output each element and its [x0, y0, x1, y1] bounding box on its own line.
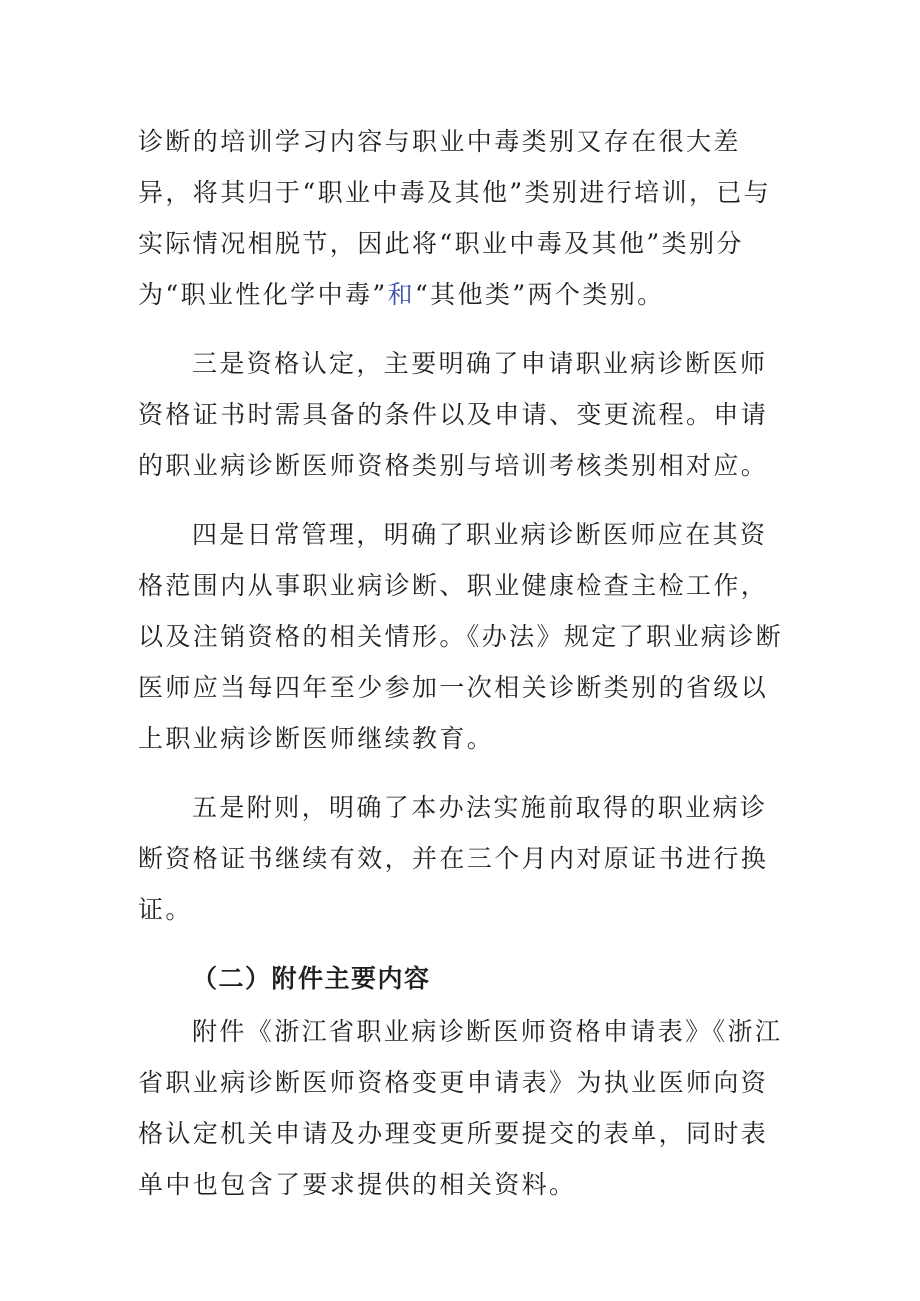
paragraph-daily-management: 四是日常管理，明确了职业病诊断医师应在其资格范围内从事职业病诊断、职业健康检查主检工作，以及注销资格的相关情形。《办法》规定了职业病诊断医师应当每四年至少参加一次相关诊断类别的省级以上职业病诊断医师继续教育。	[138, 520, 784, 753]
highlighted-text: 和	[387, 280, 415, 309]
paragraph-text: 诊断的培训学习内容与职业中毒类别又存在很大差异，将其归于“职业中毒及其他”类别进行培训，已与实际情况相脱节，因此将“职业中毒及其他”类别分为“职业性化学中毒”	[138, 127, 772, 309]
document-body	[138, 116, 790, 1210]
paragraph-text-end: “其他类”两个类别。	[414, 280, 665, 309]
paragraph-qualification: 三是资格认定，主要明确了申请职业病诊断医师资格证书时需具备的条件以及申请、变更流程。申请的职业病诊断医师资格类别与培训考核类别相对应。	[138, 349, 769, 480]
section-heading: （二）附件主要内容	[192, 964, 431, 993]
paragraph-continuation	[138, 116, 790, 320]
paragraph-supplementary: 五是附则，明确了本办法实施前取得的职业病诊断资格证书继续有效，并在三个月内对原证书进行换证。	[138, 793, 769, 924]
paragraph-attachments: 附件《浙江省职业病诊断医师资格申请表》《浙江省职业病诊断医师资格变更申请表》为执业医师向资格认定机关申请及办理变更所要提交的表单，同时表单中也包含了要求提供的相关资料。	[138, 1017, 783, 1199]
